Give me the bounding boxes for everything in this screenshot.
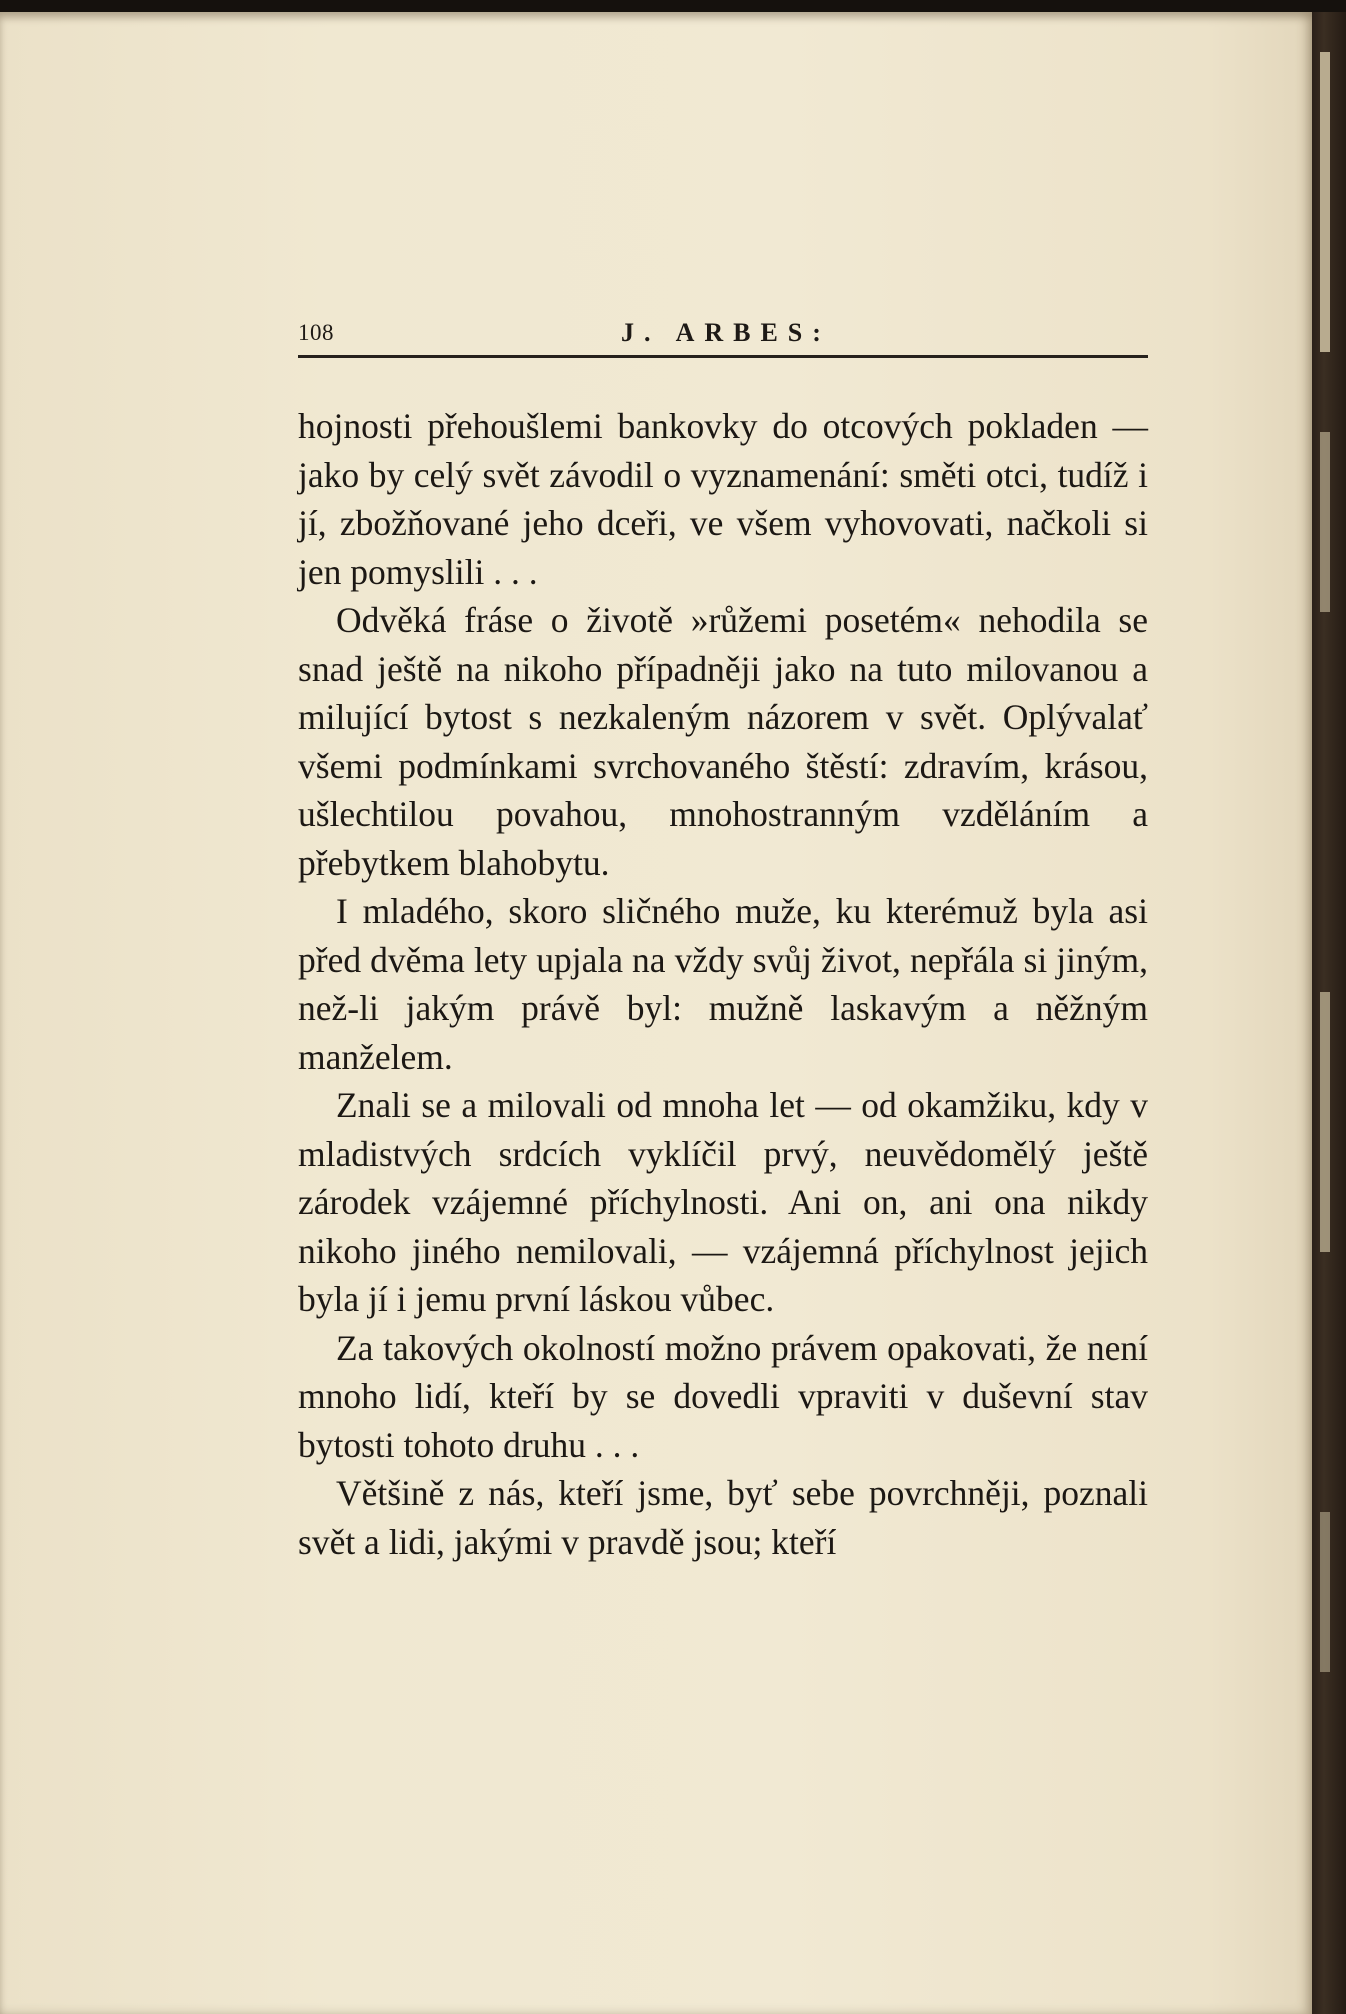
body-text xyxy=(298,402,1148,1566)
page-number: 108 xyxy=(298,320,334,345)
paragraph: hojnosti přehoušlemi bankovky do otcových pokladen — jako by celý svět závodil o vyznamenání: směti otci, tudíž i jí, zbožňované jeho dceři, ve všem vyhovovati, načkoli si jen pomyslili . . . xyxy=(298,406,1148,592)
paragraph: Většině z nás, kteří jsme, byť sebe povrchněji, poznali svět a lidi, jakými v pravdě jsou; kteří xyxy=(298,1473,1148,1562)
paragraph: Znali se a milovali od mnoha let — od okamžiku, kdy v mladistvých srdcích vyklíčil prvý, neuvědomělý ještě zárodek vzájemné příchylnosti. Ani on, ani ona nikdy nikoho jiného nemilovali, — vzájemná příchylnost jejich byla jí i jemu první láskou vůbec. xyxy=(298,1085,1148,1319)
paragraph: Za takových okolností možno právem opakovati, že není mnoho lidí, kteří by se dovedli vpraviti v duševní stav bytosti tohoto druhu . . . xyxy=(298,1327,1148,1465)
page-edge-gap xyxy=(1320,52,1330,352)
header-rule xyxy=(298,355,1148,358)
running-head xyxy=(298,318,1148,358)
paragraph: Odvěká fráse o životě »růžemi posetém« nehodila se snad ještě na nikoho případněji jako na tuto milovanou a milující bytost s nezkaleným názorem v svět. Oplývalať všemi podmínkami svrchovaného štěstí: zdravím, krásou, ušlechtilou povahou, mnohostranným vzděláním a přebytkem blahobytu. xyxy=(298,600,1148,883)
paragraph: I mladého, skoro sličného muže, ku kterémuž byla asi před dvěma lety upjala na vždy svůj život, nepřála si jiným, než-li jakým právě byl: mužně laskavým a něžným manželem. xyxy=(298,891,1148,1077)
page-edge-gap xyxy=(1320,992,1330,1252)
page-edge-gap xyxy=(1320,1512,1330,1672)
book-spine-edge xyxy=(1312,12,1346,2014)
page-edge-gap xyxy=(1320,432,1330,612)
author-header: J. ARBES: xyxy=(621,318,831,347)
book-page xyxy=(0,12,1312,2014)
